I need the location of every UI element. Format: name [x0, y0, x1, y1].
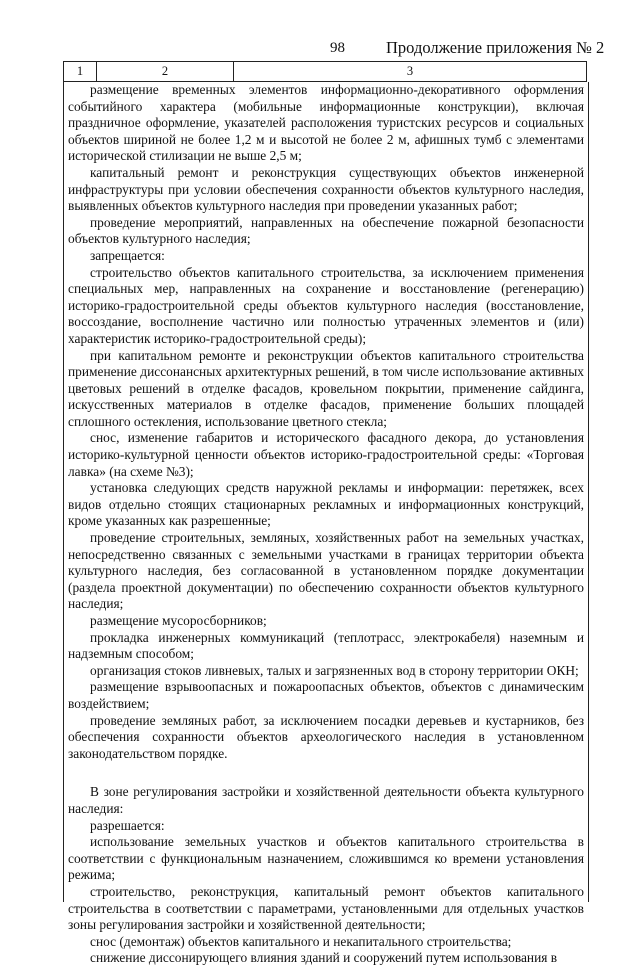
- paragraph: размещение мусоросборников;: [90, 613, 267, 628]
- column-header-table: [63, 61, 587, 82]
- paragraph: снос, изменение габаритов и исторического фасадного декора, до установления историко-культурной ценности объектов историко-градостроительной среды: «Торговая лавка» (на схеме №3);: [68, 430, 584, 479]
- paragraph: прокладка инженерных коммуникаций (теплотрасс, электрокабеля) наземным и надземным способом;: [68, 629, 584, 662]
- document-body: [63, 82, 589, 966]
- paragraph: строительство объектов капитального строительства, за исключением применения специальных мер, направленных на сохранение и восстановление (регенерацию) историко-градостроительной среды объектов культурного наследия (восстановление, воссоздание, восполнение частично или полностью утраченных элементов и (или) характеристик историко-градостроительной среды);: [68, 264, 584, 346]
- paragraph: проведение строительных, земляных, хозяйственных работ на земельных участках, непосредственно связанных с земельными участками в границах территории объекта культурного наследия, без согласованной в установленном порядке документации (раздела проектной документации) по обеспечению сохранности объектов культурного наследия;: [68, 530, 584, 612]
- paragraph: проведение земляных работ, за исключением посадки деревьев и кустарников, без обеспечения сохранности объектов археологического наследия в установленном законодательством порядке.: [68, 712, 584, 761]
- paragraph: снос (демонтаж) объектов капитального и некапитального строительства;: [90, 933, 512, 949]
- paragraph: размещение временных элементов информационно-декоративного оформления событийного характера (мобильные информационные конструкции), включая праздничное оформление, указателей расположения туристских ресурсов и социальных объектов шириной не более 1,2 м и высотой не более 2 м, афишных тумб с элементами исторической стилизации не выше 2,5 м;: [68, 82, 584, 164]
- column-number-3: 3: [234, 62, 587, 82]
- paragraph: организация стоков ливневых, талых и загрязненных вод в сторону территории ОКН;: [90, 662, 579, 678]
- paragraph: установка следующих средств наружной рекламы и информации: перетяжек, всех видов отдельно стоящих стационарных рекламных и информационных конструкций, кроме указанных как разрешенные;: [68, 480, 584, 529]
- paragraph: проведение мероприятий, направленных на обеспечение пожарной безопасности объектов культурного наследия;: [68, 214, 584, 247]
- column-number-1: 1: [64, 62, 97, 82]
- paragraph: при капитальном ремонте и реконструкции объектов капитального строительства применение диссонансных архитектурных решений, в том числе использование активных цветовых решений в отделке фасадов, кровельном покрытии, применение сайдинга, искусственных материалов в отделке фасадов, применение больших площадей сплошного остекления, использование цветного стекла;: [68, 347, 584, 429]
- paragraph: использование земельных участков и объектов капитального строительства в соответствии с функциональным назначением, сложившимся ко времени установления режима;: [68, 834, 584, 883]
- section-gap: [64, 762, 588, 784]
- column-number-2: 2: [97, 62, 234, 82]
- paragraph: капитальный ремонт и реконструкция существующих объектов инженерной инфраструктуры при условии обеспечения сохранности объектов культурного наследия, выявленных объектов культурного наследия при проведении указанных работ;: [68, 164, 584, 214]
- paragraph: строительство, реконструкция, капитальный ремонт объектов капитального строительства в соответствии с параметрами, установленными для отдельных участков зоны регулирования застройки и хозяйственной деятельности;: [68, 883, 584, 933]
- paragraph: размещение взрывоопасных и пожароопасных объектов, объектов с динамическим воздействием;: [68, 679, 584, 711]
- appendix-title: Продолжение приложения № 2: [386, 38, 605, 57]
- page-header: [0, 40, 640, 62]
- page-number: 98: [330, 40, 345, 56]
- paragraph: снижение диссонирующего влияния зданий и сооружений путем использования в: [90, 950, 558, 966]
- prohibited-heading: запрещается:: [90, 247, 165, 263]
- allowed-heading: разрешается:: [90, 817, 165, 833]
- zone-heading: В зоне регулирования застройки и хозяйственной деятельности объекта культурного наследия:: [68, 784, 584, 816]
